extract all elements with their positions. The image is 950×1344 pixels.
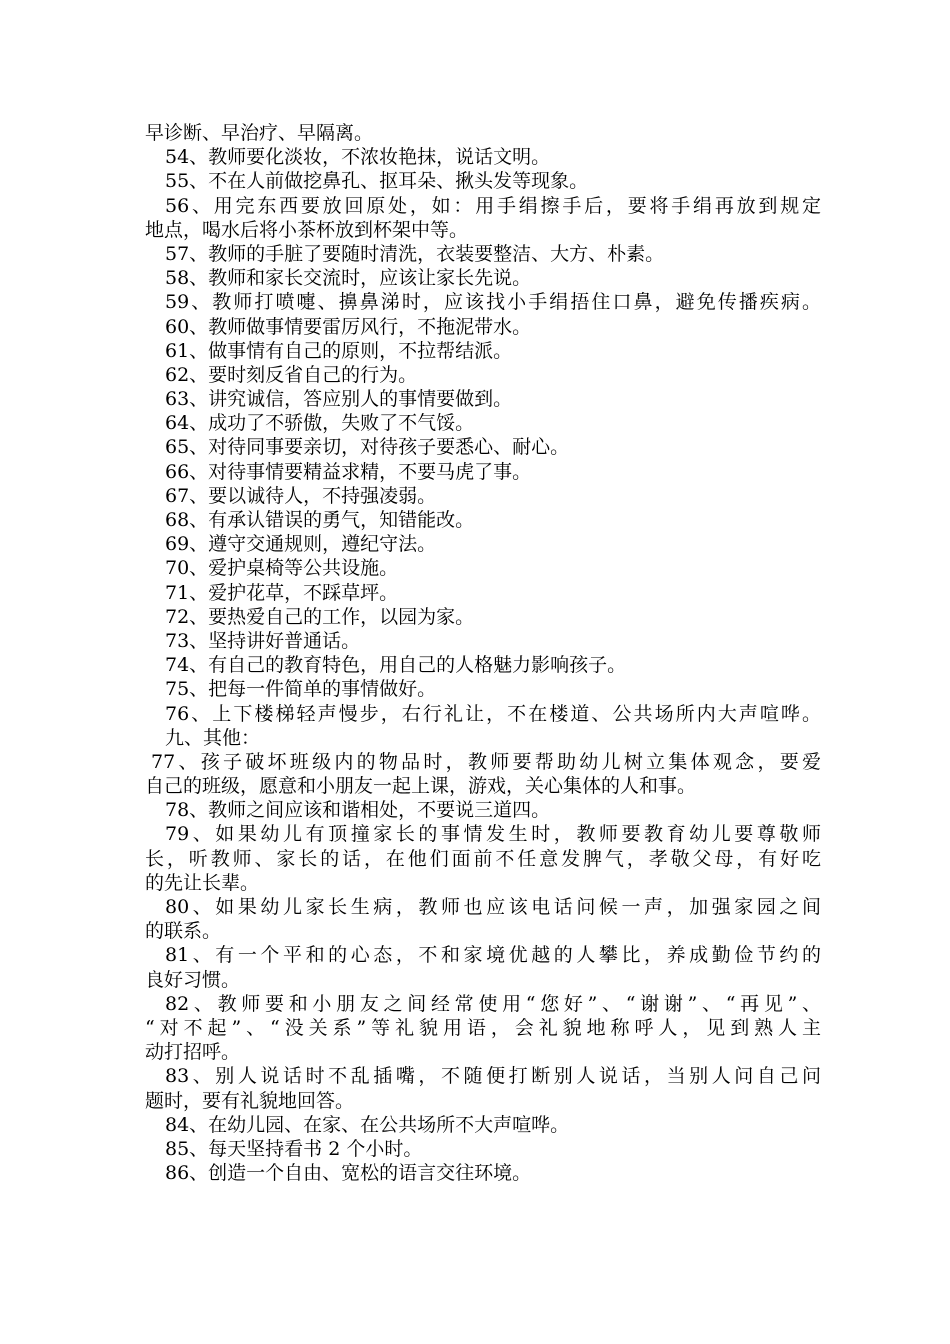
text-line: 79、如果幼儿有顶撞家长的事情发生时，教师要教育幼儿要尊敬师 xyxy=(165,823,821,846)
text-line: 80、如果幼儿家长生病，教师也应该电话问候一声，加强家园之间 xyxy=(165,896,821,918)
text-line: 70、爱护桌椅等公共设施。 xyxy=(165,557,399,580)
text-line: 62、要时刻反省自己的行为。 xyxy=(165,363,418,386)
text-line: 71、爱护花草，不踩草坪。 xyxy=(165,581,399,604)
text-line: 59、教师打喷嚏、擤鼻涕时，应该找小手绢捂住口鼻，避免传播疾病。 xyxy=(165,291,821,314)
text-line: 良好习惯。 xyxy=(145,968,241,991)
text-line: 75、把每一件简单的事情做好。 xyxy=(165,678,437,701)
text-line: 74、有自己的教育特色，用自己的人格魅力影响孩子。 xyxy=(165,654,627,677)
text-line: 的先让长辈。 xyxy=(145,871,260,894)
text-line: 72、要热爱自己的工作，以园为家。 xyxy=(165,605,475,628)
text-line: 86、创造一个自由、宽松的语言交往环境。 xyxy=(165,1162,532,1185)
text-line: 66、对待事情要精益求精，不要马虎了事。 xyxy=(165,460,532,483)
text-line: 地点，喝水后将小茶杯放到杯架中等。 xyxy=(145,218,469,241)
text-line: 54、教师要化淡妆，不浓妆艳抹，说话文明。 xyxy=(165,146,551,169)
text-line: 57、教师的手脏了要随时清洗，衣装要整洁、大方、朴素。 xyxy=(165,242,665,265)
text-line: 63、讲究诚信，答应别人的事情要做到。 xyxy=(165,388,513,411)
text-line: 自己的班级，愿意和小朋友一起上课，游戏，关心集体的人和事。 xyxy=(145,775,697,798)
text-line: 84、在幼儿园、在家、在公共场所不大声喧哗。 xyxy=(165,1113,570,1136)
text-line: 83、别人说话时不乱插嘴，不随便打断别人说话，当别人问自己问 xyxy=(165,1065,821,1088)
text-line: 60、教师做事情要雷厉风行，不拖泥带水。 xyxy=(165,315,532,338)
text-line: 73、坚持讲好普通话。 xyxy=(165,629,361,652)
text-line: “对不起”、“没关系”等礼貌用语，会礼貌地称呼人，见到熟人主 xyxy=(145,1016,821,1039)
text-line: 78、教师之间应该和谐相处，不要说三道四。 xyxy=(165,799,551,822)
text-line: 58、教师和家长交流时，应该让家长先说。 xyxy=(165,267,532,290)
text-line: 题时，要有礼貌地回答。 xyxy=(145,1089,355,1112)
text-line: 九、其他： xyxy=(165,726,261,749)
text-line: 早诊断、早治疗、早隔离。 xyxy=(145,122,374,144)
text-line: 76、上下楼梯轻声慢步，右行礼让，不在楼道、公共场所内大声喧哗。 xyxy=(165,702,821,725)
text-line: 85、每天坚持看书 2 个小时。 xyxy=(165,1137,423,1160)
text-line: 81、有一个平和的心态，不和家境优越的人攀比，养成勤俭节约的 xyxy=(165,944,821,967)
text-line: 56、用完东西要放回原处，如：用手绢擦手后，要将手绢再放到规定 xyxy=(165,194,821,217)
document-body xyxy=(145,121,821,1185)
text-line: 长，听教师、家长的话，在他们面前不任意发脾气，孝敬父母，有好吃 xyxy=(145,847,821,870)
text-line: 67、要以诚待人，不持强凌弱。 xyxy=(165,484,437,507)
text-line: 的联系。 xyxy=(145,920,222,943)
text-line: 动打招呼。 xyxy=(145,1041,241,1064)
text-line: 61、做事情有自己的原则，不拉帮结派。 xyxy=(165,339,513,362)
text-line: 68、有承认错误的勇气，知错能改。 xyxy=(165,509,475,531)
text-line: 65、对待同事要亲切，对待孩子要悉心、耐心。 xyxy=(165,436,570,459)
text-line: 82、教师要和小朋友之间经常使用“您好”、“谢谢”、“再见”、 xyxy=(165,992,821,1015)
text-line: 55、不在人前做挖鼻孔、抠耳朵、揪头发等现象。 xyxy=(165,170,589,193)
text-line: 69、遵守交通规则，遵纪守法。 xyxy=(165,533,437,556)
text-line: 77、孩子破坏班级内的物品时，教师要帮助幼儿树立集体观念，要爱 xyxy=(151,750,821,773)
text-line: 64、成功了不骄傲，失败了不气馁。 xyxy=(165,412,475,435)
